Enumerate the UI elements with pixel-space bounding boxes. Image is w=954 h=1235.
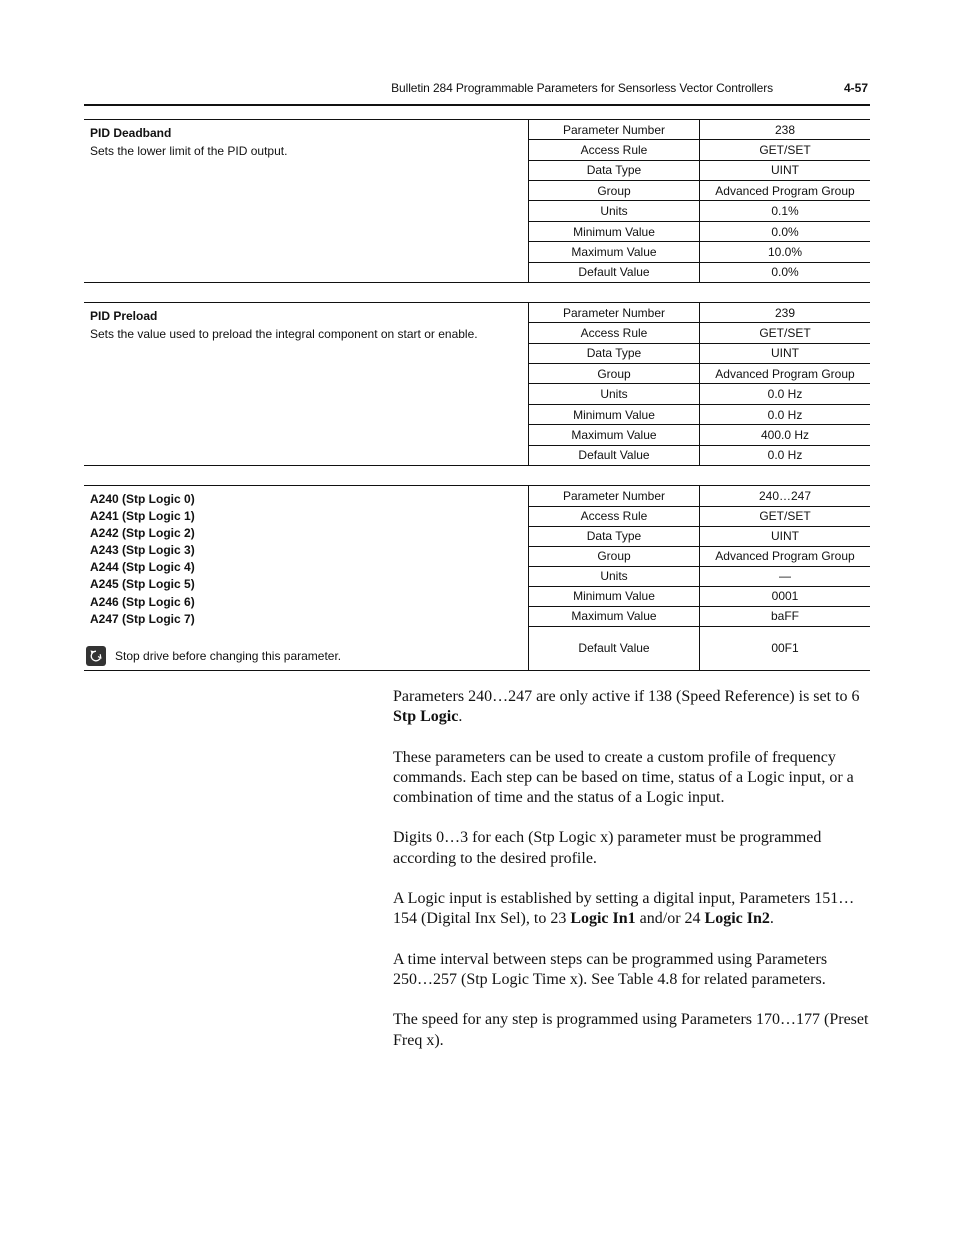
- attr-value: 0.0 Hz: [700, 404, 871, 424]
- param-attributes-table: [529, 120, 870, 282]
- attr-label: Maximum Value: [529, 606, 700, 626]
- text-run: Parameters 240…247 are only active if 138 (Speed Reference) is set to 6: [393, 688, 860, 705]
- attr-value: 238: [700, 120, 871, 140]
- paragraph: [393, 889, 871, 930]
- text-run: .: [458, 708, 463, 726]
- table-row: [529, 242, 870, 262]
- attr-label: Data Type: [529, 343, 700, 363]
- table-row: [529, 425, 870, 445]
- page-header: [84, 76, 870, 106]
- attr-label: Default Value: [529, 445, 700, 465]
- param-description: Sets the value used to preload the integral component on start or enable.: [90, 327, 478, 341]
- param-description-cell: [84, 120, 529, 282]
- attr-value: Advanced Program Group: [700, 364, 871, 384]
- attr-label: Group: [529, 364, 700, 384]
- attr-label: Parameter Number: [529, 120, 700, 140]
- table-row: [529, 120, 870, 140]
- attr-label: Minimum Value: [529, 586, 700, 606]
- bold-term: Logic In2: [704, 910, 770, 928]
- param-attributes-table: [529, 303, 870, 465]
- table-row: [529, 160, 870, 180]
- table-row: [529, 404, 870, 424]
- attr-label: Minimum Value: [529, 404, 700, 424]
- attr-value: Advanced Program Group: [700, 181, 871, 201]
- stop-drive-text: Stop drive before changing this parameter.: [115, 649, 342, 663]
- table-row: [529, 506, 870, 526]
- text-run: and/or 24: [635, 910, 705, 928]
- paragraph: [393, 687, 871, 728]
- param-attributes-table: [529, 486, 870, 670]
- attr-value: 0001: [700, 586, 871, 606]
- attr-label: Default Value: [529, 626, 700, 670]
- param-name: A247 (Stp Logic 7): [90, 611, 195, 626]
- attr-value: UINT: [700, 343, 871, 363]
- attr-value: GET/SET: [700, 140, 871, 160]
- attr-label: Units: [529, 384, 700, 404]
- table-row: [529, 303, 870, 323]
- table-row: [529, 586, 870, 606]
- attr-label: Access Rule: [529, 140, 700, 160]
- param-description-cell: [84, 303, 529, 465]
- paragraph: The speed for any step is programmed using Parameters 170…177 (Preset Freq x).: [393, 1011, 869, 1049]
- paragraph: A time interval between steps can be programmed using Parameters 250…257 (Stp Logic Time x). See Table 4.8 for related parameters.: [393, 950, 828, 988]
- attr-value: 0.1%: [700, 201, 871, 221]
- attr-value: baFF: [700, 606, 871, 626]
- attr-value: UINT: [700, 160, 871, 180]
- param-name: A243 (Stp Logic 3): [90, 543, 195, 558]
- table-row: [529, 566, 870, 586]
- param-name: A246 (Stp Logic 6): [90, 594, 195, 609]
- attr-label: Parameter Number: [529, 303, 700, 323]
- attr-value: 0.0 Hz: [767, 448, 803, 463]
- param-name: PID Deadband: [90, 126, 172, 140]
- param-description: Sets the lower limit of the PID output.: [90, 144, 288, 158]
- table-row: [529, 384, 870, 404]
- attr-label: Access Rule: [529, 506, 700, 526]
- stop-drive-note: [86, 646, 341, 666]
- table-row: [529, 526, 870, 546]
- table-row: [529, 626, 870, 670]
- attr-value: GET/SET: [700, 506, 871, 526]
- attr-value: 0.0%: [771, 265, 799, 280]
- attr-label: Group: [529, 546, 700, 566]
- table-row: [529, 445, 870, 465]
- attr-value: 240…247: [700, 486, 871, 506]
- attr-label: Data Type: [529, 160, 700, 180]
- attr-label: Parameter Number: [529, 486, 700, 506]
- attr-value: 10.0%: [700, 242, 871, 262]
- param-name-list: [90, 491, 522, 628]
- bold-term: Logic In1: [570, 910, 636, 928]
- attr-value: 239: [700, 303, 871, 323]
- attr-value: Advanced Program Group: [700, 546, 871, 566]
- attr-value: GET/SET: [700, 323, 871, 343]
- page-number: 4-57: [843, 81, 868, 95]
- table-row: [529, 140, 870, 160]
- attr-label: Units: [529, 566, 700, 586]
- attr-label: Maximum Value: [529, 242, 700, 262]
- param-pid-preload: [84, 302, 870, 466]
- attr-value: 0.0%: [700, 221, 871, 241]
- table-row: [529, 486, 870, 506]
- paragraph: These parameters can be used to create a custom profile of frequency commands. Each step can be based on time, status of a Logic input, or a combination of time and the status of a Logic input.: [393, 748, 854, 807]
- param-description-cell: [84, 486, 529, 670]
- table-row: [529, 323, 870, 343]
- table-row: [529, 221, 870, 241]
- attr-label: Access Rule: [529, 323, 700, 343]
- table-row: [529, 546, 870, 566]
- param-name: PID Preload: [90, 309, 158, 323]
- table-row: [529, 201, 870, 221]
- attr-label: Default Value: [529, 262, 700, 282]
- stop-drive-icon: [86, 646, 106, 666]
- param-name: A242 (Stp Logic 2): [90, 526, 195, 541]
- attr-value: 00F1: [771, 641, 799, 656]
- param-pid-deadband: [84, 119, 870, 283]
- attr-label: Data Type: [529, 526, 700, 546]
- param-name: A245 (Stp Logic 5): [90, 577, 195, 592]
- bold-term: Stp Logic: [393, 708, 459, 726]
- table-row: [529, 262, 870, 282]
- attr-label: Minimum Value: [529, 221, 700, 241]
- text-run: A Logic input is established by setting a digital input, Parameters 151…154 (Digital Inx Sel), to 23: [393, 890, 855, 928]
- table-row: [529, 181, 870, 201]
- param-name: A241 (Stp Logic 1): [90, 509, 195, 524]
- attr-label: Group: [529, 181, 700, 201]
- table-row: [529, 364, 870, 384]
- attr-label: Units: [529, 201, 700, 221]
- table-row: [529, 606, 870, 626]
- param-stp-logic: [84, 485, 870, 671]
- param-name: A240 (Stp Logic 0): [90, 492, 195, 506]
- body-text: [393, 687, 871, 1071]
- attr-value: UINT: [700, 526, 871, 546]
- paragraph: Digits 0…3 for each (Stp Logic x) parameter must be programmed according to the desired profile.: [393, 829, 822, 867]
- attr-value: —: [700, 566, 871, 586]
- attr-value: 0.0 Hz: [700, 384, 871, 404]
- text-run: .: [769, 910, 774, 928]
- param-name: A244 (Stp Logic 4): [90, 560, 195, 575]
- attr-label: Maximum Value: [529, 425, 700, 445]
- table-row: [529, 343, 870, 363]
- header-title: Bulletin 284 Programmable Parameters for Sensorless Vector Controllers: [391, 81, 773, 95]
- attr-value: 400.0 Hz: [700, 425, 871, 445]
